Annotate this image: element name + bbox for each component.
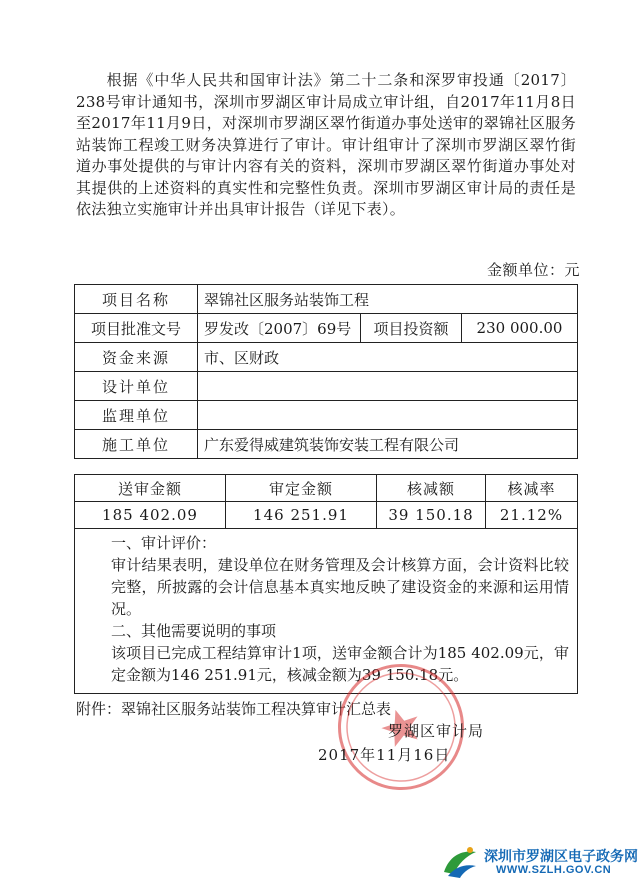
design-unit-label: 设计单位 [75, 372, 198, 401]
table-row [75, 372, 578, 401]
site-watermark [440, 842, 640, 882]
intro-paragraph [76, 70, 576, 221]
evaluation-heading: 一、审计评价： [111, 534, 217, 552]
project-name-label: 项目名称 [75, 285, 198, 314]
approved-amount: 146 251.91 [226, 502, 377, 529]
table-row [75, 401, 578, 430]
header-reduction-rate: 核减率 [486, 475, 578, 502]
header-reduction-amount: 核减额 [377, 475, 486, 502]
approval-doc-value: 罗发改〔2007〕69号 [198, 314, 361, 343]
table-row [75, 502, 578, 529]
project-info-table [74, 284, 578, 459]
other-matters-body: 该项目已完成工程结算审计1项，送审金额合计为185 402.09元，审定金额为146 251.91元，核减金额为39 150.18元。 [111, 644, 569, 684]
investment-value: 230 000.00 [462, 314, 578, 343]
reduction-amount: 39 150.18 [377, 502, 486, 529]
attachment-note: 附件：翠锦社区服务站装饰工程决算审计汇总表 [76, 700, 392, 718]
investment-label: 项目投资额 [361, 314, 462, 343]
design-unit-value [198, 372, 578, 401]
supervision-unit-label: 监理单位 [75, 401, 198, 430]
construction-unit-value: 广东爱得威建筑装饰安装工程有限公司 [198, 430, 578, 459]
supervision-unit-value [198, 401, 578, 430]
signature-date: 2017年11月16日 [318, 746, 451, 764]
table-row [75, 343, 578, 372]
submitted-amount: 185 402.09 [75, 502, 226, 529]
site-logo-icon [440, 844, 480, 880]
other-matters-heading: 二、其他需要说明的事项 [111, 622, 277, 640]
table-row [75, 430, 578, 459]
table-row [75, 285, 578, 314]
table-header-row [75, 475, 578, 502]
evaluation-body: 审计结果表明，建设单位在财务管理及会计核算方面，会计资料比较完整，所披露的会计信息基本真实地反映了建设资金的来源和运用情况。 [111, 556, 569, 618]
project-name-value: 翠锦社区服务站装饰工程 [198, 285, 578, 314]
amount-unit-label: 金额单位：元 [486, 261, 580, 279]
header-approved-amount: 审定金额 [226, 475, 377, 502]
fund-source-label: 资金来源 [75, 343, 198, 372]
fund-source-value: 市、区财政 [198, 343, 578, 372]
header-submitted-amount: 送审金额 [75, 475, 226, 502]
site-url: WWW.SZLH.GOV.CN [496, 864, 612, 876]
signature-org: 罗湖区审计局 [388, 722, 485, 740]
approval-doc-label: 项目批准文号 [75, 314, 198, 343]
audit-evaluation-box [74, 528, 578, 694]
intro-text: 根据《中华人民共和国审计法》第二十二条和深罗审投通〔2017〕238号审计通知书，深圳市罗湖区审计局成立审计组，自2017年11月8日至2017年11月9日，对深圳市罗湖区翠竹街道办事处送审的翠锦社区服务站装饰工程竣工财务决算进行了审计。审计组审计了深圳市罗湖区翠竹街道办事处提供的与审计内容有关的资料，深圳市罗湖区翠竹街道办事处对其提供的上述资料的真实性和完整性负责。深圳市罗湖区审计局的责任是依法独立实施审计并出具审计报告（详见下表）。 [76, 71, 576, 218]
amount-summary-table [74, 474, 578, 529]
reduction-rate: 21.12% [486, 502, 578, 529]
site-name: 深圳市罗湖区电子政务网 [484, 848, 638, 864]
table-row [75, 314, 578, 343]
construction-unit-label: 施工单位 [75, 430, 198, 459]
